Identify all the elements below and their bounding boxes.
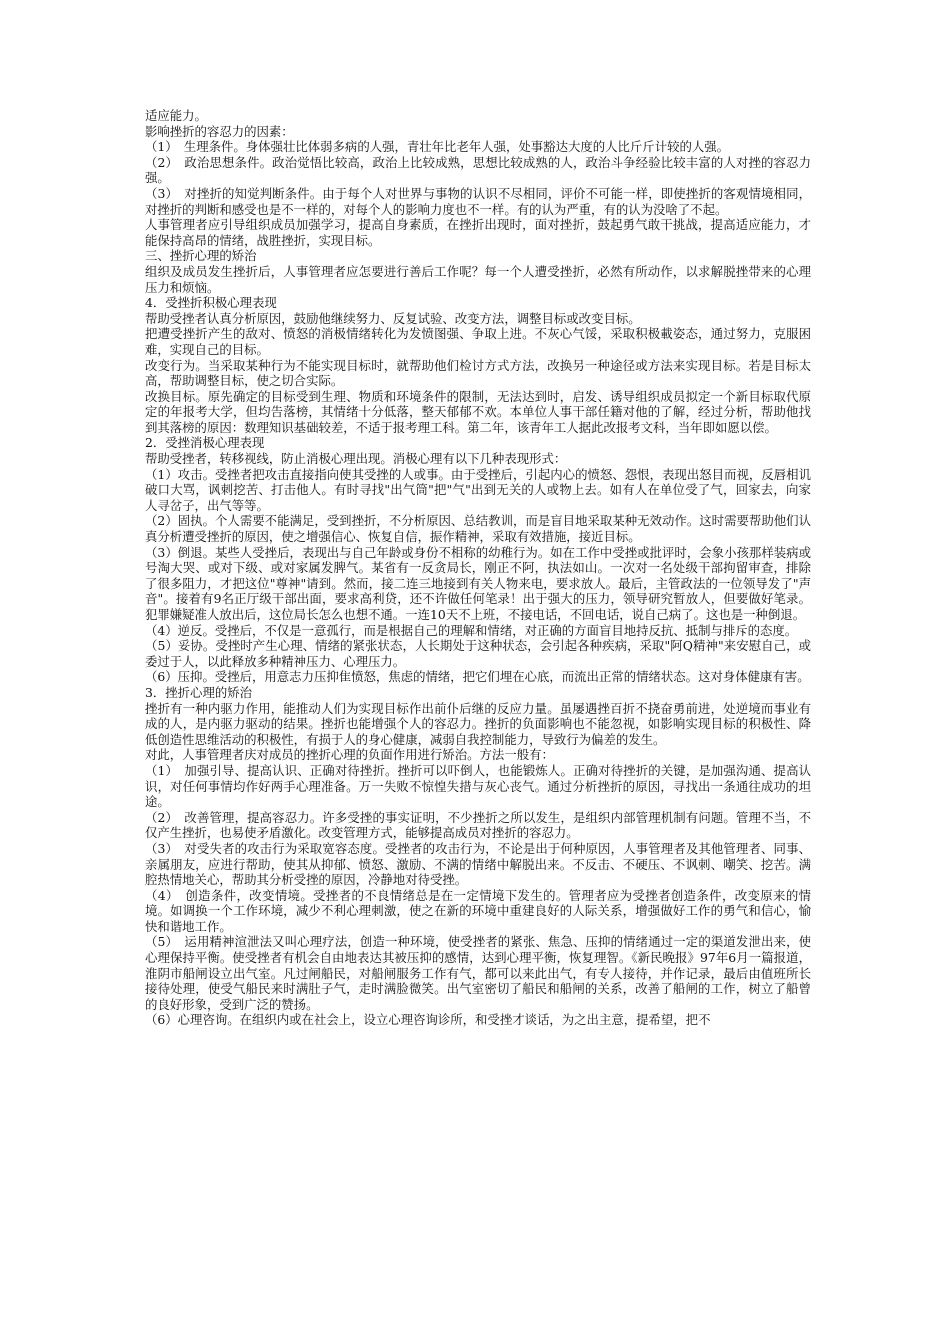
text-paragraph: 帮助受挫者，转移视线，防止消极心理出现。消极心理有以下几种表现形式：	[145, 451, 567, 467]
text-paragraph: 改变行为。当采取某种行为不能实现目标时，就帮助他们检讨方式方法，改换另一种途径或方法来实现目标。若是目标太高，帮助调整目标，使之切合实际。	[145, 357, 811, 389]
text-paragraph: 组织及成员发生挫折后，人事管理者应怎要进行善后工作呢？每一个人遭受挫折，必然有所动作，以求解脱挫带来的心理压力和烦恼。	[145, 263, 811, 295]
document-page	[145, 108, 811, 1028]
text-paragraph: （6）压抑。受挫后，用意志力压抑隹愤怒，焦虑的情绪，把它们埋在心底，而流出正常的情绪状态。这对身体健康有害。	[145, 669, 810, 685]
text-paragraph: （2）固执。个人需要不能满足，受到挫折，不分析原因、总结教训，而是盲目地采取某种无效动作。这时需要帮助他们认真分析遭受挫折的原因，使之增强信心、恢复自信，振作精神，采取有效措施，接近目标。	[145, 513, 811, 545]
text-paragraph: （4） 创造条件，改变情境。受挫者的不良情绪总是在一定情境下发生的。管理者应为受挫者创造条件，改变原来的情境。如调换一个工作环境，减少不利心理刺激，使之在新的环境中重建良好的人际关系，增强做好工作的勇气和信心，愉快和谐地工作。	[145, 887, 811, 934]
text-paragraph: 对此，人事管理者庆对成员的挫折心理的负面作用进行矫治。方法一般有：	[145, 747, 554, 763]
text-paragraph: （1）攻击。受挫者把攻击直接指向使其受挫的人或事。由于受挫后，引起内心的愤怒、怨恨，表现出怒目而视，反唇相讥破口大骂，讽刺挖苦、打击他人。有时寻找"出气筒"把"气"出到无关的人或物上去。如有人在单位受了气，回家去，向家人寻岔子，出气等等。	[145, 466, 811, 513]
text-paragraph: 影响挫折的容忍力的因素：	[145, 123, 294, 139]
text-paragraph: 挫折有一种内驱力作用，能推动人们为实现目标作出前仆后继的反应力量。虽屡遇挫百折不挠奋勇前进，处逆境而事业有成的人，是内驱力驱动的结果。挫折也能增强个人的容忍力。挫折的负面影响也不能忽视，如影响实现目标的积极性、降低创造性思维活动的积极性，有损于人的身心健康，减弱自我控制能力，导致行为偏差的发生。	[145, 700, 811, 747]
section-heading: 3．挫折心理的矫治	[145, 684, 253, 700]
section-heading: 三、挫折心理的矫治	[145, 248, 257, 264]
text-paragraph: （1） 加强引导、提高认识、正确对待挫折。挫折可以吓倒人，也能锻炼人。正确对待挫折的关键，是加强沟通、提高认识，对任何事情均作好两手心理准备。万一失败不惊惶失措与灰心丧气。通过分析挫折的原因，寻找出一条通往成功的坦途。	[145, 762, 811, 810]
text-paragraph: （4）逆反。受挫后，不仅是一意孤行，而是根据自己的理解和情绪，对正确的方面盲目地持反抗、抵制与排斥的态度。	[145, 622, 798, 638]
text-paragraph: （5） 运用精神渲泄法又叫心理疗法，创造一种环境，使受挫者的紧张、焦急、压抑的情绪通过一定的渠道发泄出来，使心理保持平衡。使受挫者有机会自由地表达其被压抑的感情，达到心理平衡，恢复理智。《新民晚报》97年6月一篇报道，淮阴市船闸设立出气室。凡过闸船民，对船闸服务工作有气，都可以来此出气，有专人接待，并作记录，最后由值班所长接待处理，使受气船民来时满肚子气，走时满脸微笑。出气室密切了船民和船闸的关系，改善了船闸的工作，树立了船曾的良好形象，受到广泛的赞扬。	[145, 934, 811, 1012]
text-paragraph: （5）妥协。受挫时产生心理、情绪的紧张状态，人长期处于这种状态，会引起各种疾病，采取"阿Q精神"来安慰自己，或委过于人，以此释放多种精神压力、心理压力。	[145, 638, 811, 669]
text-paragraph: 改换目标。原先确定的目标受到生理、物质和环境条件的限制，无法达到时，启发、诱导组织成员拟定一个新目标取代原定的年报考大学，但均告落榜，其情绪十分低落，整天郁郁不欢。本单位人事干部任籍对他的了解，经过分析，帮助他找到其落榜的原因：数理知识基础较差，不适于报考理工科。第二年，该青年工人据此改报考文科，当年即如愿以偿。	[145, 388, 811, 435]
text-paragraph: 人事管理者应引导组织成员加强学习，提高自身素质，在挫折出现时，面对挫折，鼓起勇气敢干挑战，提高适应能力，才能保持高昂的情绪，战胜挫折，实现目标。	[145, 217, 811, 248]
section-heading: 2．受挫消极心理表现	[145, 435, 265, 451]
text-paragraph: （1） 生理条件。身体强壮比体弱多病的人强，青壮年比老年人强，处事豁达大度的人比斤斤计较的人强。	[145, 139, 730, 155]
text-paragraph: （6）心理咨询。在组织内或在社会上，设立心理咨询诊所，和受挫才谈话，为之出主意，提希望，把不	[145, 1012, 711, 1028]
text-paragraph: （3）倒退。某些人受挫后，表现出与自己年龄或身份不相称的幼稚行为。如在工作中受挫或批评时，会象小孩那样装病或号淘大哭、或对下级、或对家属发脾气。某省有一反贪局长，刚正不阿，执法如山。一次对一名处级干部拘留审查，排除了很多阻力，才把这位"尊神"请到。然而，接二连三地接到有关人物来电，要求放人。最后，主管政法的一位领导发了"声音"。接着有9名正厅级干部出面，要求高利贷，还不许做任何笔录！出于强大的压力，领导研究暂放人，但要做好笔录。犯罪嫌疑准人放出后，这位局长怎么也想不通。一连10天不上班，不接电话，不回电话，说自己病了。这也是一种倒退。	[145, 544, 811, 622]
text-paragraph: 适应能力。	[145, 108, 207, 123]
text-paragraph: （3） 对挫折的知觉判断条件。由于每个人对世界与事物的认识不尽相同，评价不可能一样，即使挫折的客观情境相同，对挫折的判断和感受也是不一样的，对每个人的影响力度也不一样。有的认为严重，有的认为没啥了不起。	[145, 185, 811, 217]
text-paragraph: （2） 改善管理，提高容忍力。许多受挫的事实证明，不少挫折之所以发生，是组织内部管理机制有问题。管理不当，不仅产生挫折，也易使矛盾激化。改变管理方式，能够提高成员对挫折的容忍力。	[145, 809, 811, 841]
text-paragraph: 帮助受挫者认真分析原因，鼓励他继续努力、反复试验、改变方法，调整目标或改变目标。	[145, 310, 641, 326]
text-paragraph: （2） 政治思想条件。政治觉悟比较高，政治上比较成熟，思想比较成熟的人，政治斗争经验比较丰富的人对挫的容忍力强。	[145, 154, 811, 186]
text-paragraph: （3） 对受失者的攻击行为采取宽容态度。受挫者的攻击行为，不论是出于何种原因，人事管理者及其他管理者、同事、亲属朋友，应进行帮助，使其从抑郁、愤怒、激励、不满的情绪中解脱出来。不反击、不硬压、不讽刺、嘲笑、挖苦。满腔热情地关心，帮助其分析受挫的原因，冷静地对待受挫。	[145, 840, 811, 888]
section-heading: 4．受挫折积极心理表现	[145, 295, 277, 311]
text-paragraph: 把遭受挫折产生的敌对、愤怒的消极情绪转化为发愤图强、争取上进。不灰心气馁，采取积极載姿态，通过努力，克服困难，实现自己的目标。	[145, 326, 811, 357]
